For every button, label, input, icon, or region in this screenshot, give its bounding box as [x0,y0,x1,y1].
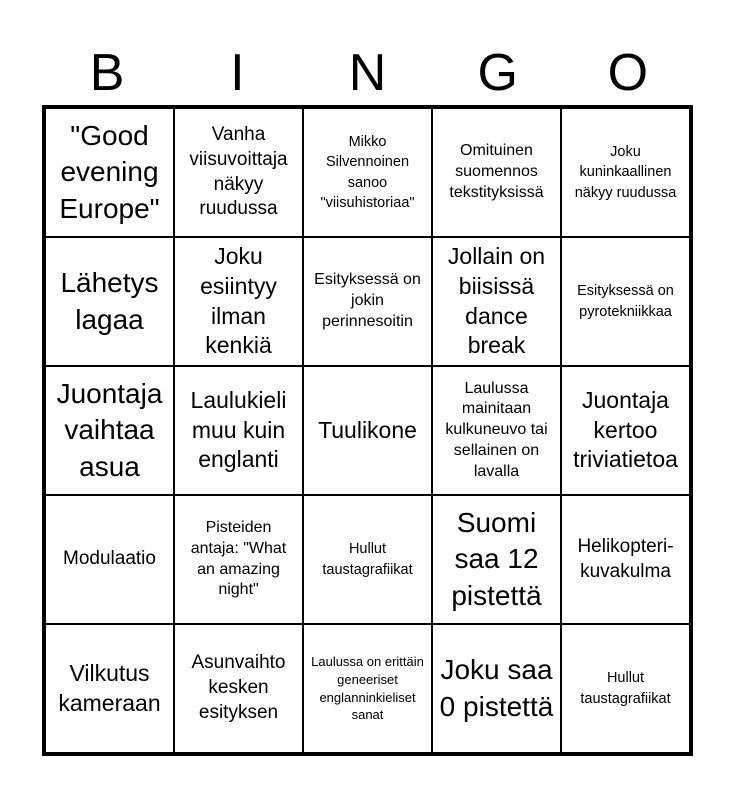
cell-text: Modulaatio [63,548,156,570]
bingo-cell[interactable] [174,366,303,495]
header-letter-n: N [348,44,387,102]
bingo-cell[interactable] [561,495,690,624]
cell-text: Tuulikone [318,416,417,443]
bingo-header [42,40,693,106]
header-letter-g: G [477,44,518,102]
bingo-cell[interactable] [174,108,303,237]
cell-text: "Good evening Europe" [59,119,160,224]
cell-text: Esityksessä on jokin perinnesoitin [314,271,421,330]
cell-text: Juontaja vaihtaa asua [56,377,163,482]
cell-text: Vanha viisuvoittaja näkyy ruudussa [189,124,288,220]
cell-text: Suomi saa 12 pistettä [451,506,542,611]
cell-text: Lähetys lagaa [60,267,159,335]
cell-text: Asunvaihto kesken esityksen [191,652,286,723]
bingo-cell[interactable] [174,495,303,624]
header-letter-b: B [89,44,125,102]
bingo-cell[interactable] [45,495,174,624]
cell-text: Mikko Silvennoinen sanoo "viisuhistoriaa" [320,133,415,211]
bingo-cell[interactable] [303,237,432,366]
cell-text: Joku esiintyy ilman kenkiä [200,242,277,359]
bingo-cell[interactable] [303,495,432,624]
cell-text: Juontaja kertoo triviatietoa [573,386,678,473]
cell-text: Laulukieli muu kuin englanti [190,386,287,473]
bingo-cell[interactable] [45,624,174,753]
bingo-board [42,105,693,756]
header-letter-o: O [607,44,649,102]
cell-text: Joku kuninkaallinen näkyy ruudussa [574,144,677,201]
bingo-cell[interactable] [432,108,561,237]
bingo-cell[interactable] [432,495,561,624]
bingo-cell[interactable] [45,108,174,237]
cell-text: Laulussa mainitaan kulkuneuvo tai sellainen on lavalla [445,379,548,480]
bingo-cell[interactable] [174,624,303,753]
bingo-cell[interactable] [432,624,561,753]
bingo-cell[interactable] [45,366,174,495]
cell-text: Jollain on biisissä dance break [447,242,546,359]
cell-text: Omituinen suomennos tekstityksissä [449,142,544,201]
cell-text: Helikopteri-kuvakulma [577,535,674,582]
bingo-cell[interactable] [303,624,432,753]
bingo-cell[interactable] [432,237,561,366]
cell-text: Vilkutus kameraan [58,659,161,716]
bingo-cell[interactable] [561,624,690,753]
bingo-cell[interactable] [432,366,561,495]
cell-text: Pisteiden antaja: "What an amazing night" [190,518,287,599]
header-letter-i: I [230,44,245,102]
bingo-cell[interactable] [561,108,690,237]
cell-text: Hullut taustagrafiikat [580,670,671,707]
bingo-cell[interactable] [45,237,174,366]
cell-text: Esityksessä on pyrotekniikkaa [577,283,674,320]
cell-text: Laulussa on erittäin geneeriset englanninkieliset sanat [311,654,424,723]
cell-text: Hullut taustagrafiikat [322,541,413,578]
bingo-cell[interactable] [561,366,690,495]
bingo-cell[interactable] [174,237,303,366]
bingo-cell[interactable] [303,366,432,495]
bingo-cell[interactable] [303,108,432,237]
cell-text: Joku saa 0 pistettä [439,654,554,722]
bingo-cell[interactable] [561,237,690,366]
